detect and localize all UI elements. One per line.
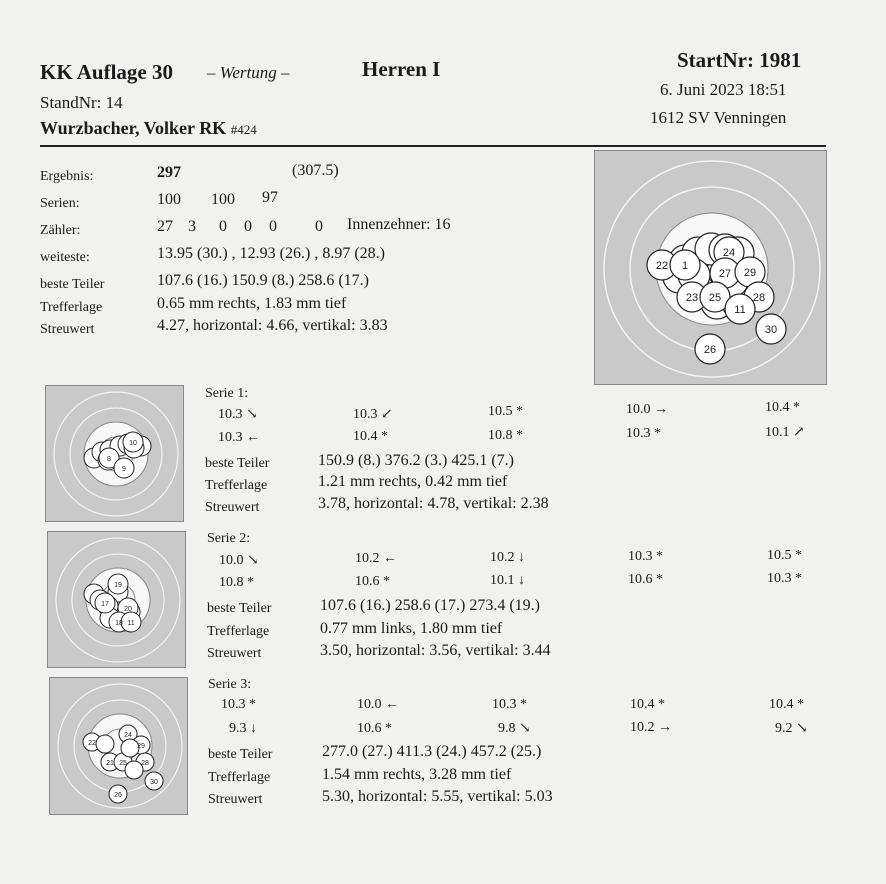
shot-label: 28 [752,292,766,304]
serie-2-shot: 10.1 ↓ [490,573,525,588]
start-number: StartNr: 1981 [677,48,802,72]
shot-label: 1 [681,260,689,272]
serie-1-target-graphic [46,386,183,521]
shot-label: 30 [150,779,158,786]
serie-3-trefferlage-label: Trefferlage [208,770,271,785]
serie-1-result: 100 [157,191,181,208]
shot-label: 21 [106,760,114,767]
serie-1-title: Serie 1: [205,386,249,401]
weiteste-value: 13.95 (30.) , 12.93 (26.) , 8.97 (28.) [157,245,385,262]
shot-label: 30 [764,324,778,336]
serie-1-shot: 10.3 ← [218,430,260,445]
stand-number: StandNr: 14 [40,93,123,112]
shot-label: 20 [124,606,132,613]
serie-3-target-graphic [50,678,187,814]
shot-label: 29 [137,743,145,750]
serie-1-target [45,385,184,522]
serie-2-beste-teiler: 107.6 (16.) 258.6 (17.) 273.4 (19.) [320,597,540,614]
wertung-label: – Wertung – [207,63,290,82]
serie-2-trefferlage: 0.77 mm links, 1.80 mm tief [320,620,503,637]
label-ergebnis: Ergebnis: [40,169,94,184]
serie-1-trefferlage-label: Trefferlage [205,478,268,493]
shot-label: 10 [129,440,137,447]
shot-label: 28 [141,760,149,767]
serie-3-shot: 10.4 * [630,697,665,712]
shot-label: 25 [119,760,127,767]
club-name: 1612 SV Venningen [650,108,787,127]
serie-3-shot: 10.4 * [769,697,804,712]
serie-1-streuwert-label: Streuwert [205,500,260,515]
serie-1-shot: 10.0 → [626,402,668,417]
serie-1-shot: 10.8 * [488,428,523,443]
serie-2-shot: 10.6 * [628,572,663,587]
serie-3-shot: 9.8 ↘ [498,721,531,736]
shot-label: 19 [114,582,122,589]
serie-1-shot: 10.1 ↗ [765,425,805,440]
shot-label: 11 [734,304,746,316]
serie-2-beste-teiler-label: beste Teiler [207,601,272,616]
serie-1-beste-teiler: 150.9 (8.) 376.2 (3.) 425.1 (7.) [318,452,514,469]
shot-label: 24 [124,732,132,739]
serie-1-shot: 10.3 ↘ [218,407,258,422]
serie-3-streuwert: 5.30, horizontal: 5.55, vertikal: 5.03 [322,788,553,805]
serie-1-beste-teiler-label: beste Teiler [205,456,270,471]
serie-1-shot: 10.3 ↙ [353,407,393,422]
label-streuwert: Streuwert [40,322,95,337]
serie-3-shot: 10.3 * [492,697,527,712]
zaehler-value: 27 [157,218,173,235]
class-name: Herren I [362,57,441,81]
main-target [594,150,827,385]
serie-2-shot: 10.5 * [767,548,802,563]
serie-2-trefferlage-label: Trefferlage [207,624,270,639]
serie-3-target [49,677,188,815]
serie-1-streuwert: 3.78, horizontal: 4.78, vertikal: 2.38 [318,495,549,512]
label-zaehler: Zähler: [40,223,81,238]
shot-label: 26 [114,792,122,799]
serie-2-shot: 10.2 ↓ [490,550,525,565]
serie-1-shot: 10.4 * [765,400,800,415]
serie-3-shot: 9.2 ↘ [775,721,808,736]
zaehler-value: 0 [315,218,323,235]
zaehler-value: 3 [188,218,196,235]
serie-1-shot: 10.4 * [353,429,388,444]
serie-3-streuwert-label: Streuwert [208,792,263,807]
serie-3-shot: 10.0 ← [357,697,399,712]
main-target-graphic [595,151,826,384]
innenzehner: Innenzehner: 16 [347,216,451,233]
shot-label: 11 [127,620,135,627]
shot-label: 22 [88,740,96,747]
label-trefferlage: Trefferlage [40,300,103,315]
serie-2-result: 100 [211,191,235,208]
serie-2-shot: 10.3 * [628,549,663,564]
label-weiteste: weiteste: [40,250,90,265]
ergebnis-value: 297 [157,164,181,181]
shot-label: 25 [708,292,722,304]
serie-2-shot: 10.3 * [767,571,802,586]
serie-2-shot: 10.0 ↘ [219,553,259,568]
zaehler-value: 0 [244,218,252,235]
serie-3-shot: 10.6 * [357,721,392,736]
shooter-id: #424 [230,122,257,137]
serie-3-result: 97 [262,189,278,206]
serie-3-shot: 10.2 → [630,720,672,735]
serie-3-beste-teiler-label: beste Teiler [208,747,273,762]
serie-2-shot: 10.2 ← [355,551,397,566]
serie-1-shot: 10.5 * [488,404,523,419]
beste-teiler-value: 107.6 (16.) 150.9 (8.) 258.6 (17.) [157,272,369,289]
serie-2-streuwert: 3.50, horizontal: 3.56, vertikal: 3.44 [320,642,551,659]
shot-label: 27 [718,268,732,280]
trefferlage-value: 0.65 mm rechts, 1.83 mm tief [157,295,347,312]
competition-title: KK Auflage 30 [40,60,174,84]
shot-label: 24 [722,247,736,259]
shot-label: 23 [685,292,699,304]
ergebnis-zehntel: (307.5) [292,162,339,179]
serie-2-title: Serie 2: [207,531,251,546]
shot-label: 26 [703,344,717,356]
serie-3-trefferlage: 1.54 mm rechts, 3.28 mm tief [322,766,512,783]
zaehler-value: 0 [269,218,277,235]
shot-label: 29 [743,267,757,279]
label-serien: Serien: [40,196,80,211]
serie-2-target-graphic [48,532,185,667]
shooter-name-text: Wurzbacher, Volker RK [40,118,227,138]
streuwert-value: 4.27, horizontal: 4.66, vertikal: 3.83 [157,317,388,334]
serie-1-shot: 10.3 * [626,426,661,441]
shot-label: 8 [107,456,111,463]
serie-2-streuwert-label: Streuwert [207,646,262,661]
serie-1-trefferlage: 1.21 mm rechts, 0.42 mm tief [318,473,508,490]
label-beste-teiler: beste Teiler [40,277,105,292]
shooter-name [40,118,257,139]
serie-2-shot: 10.8 * [219,575,254,590]
date-time: 6. Juni 2023 18:51 [660,80,787,99]
shot-label: 18 [115,620,123,627]
serie-3-shot: 10.3 * [221,697,256,712]
serie-3-shot: 9.3 ↓ [229,721,257,736]
shot-label: 22 [655,260,669,272]
shot-label: 17 [101,601,109,608]
serie-2-shot: 10.6 * [355,574,390,589]
zaehler-value: 0 [219,218,227,235]
serie-2-target [47,531,186,668]
header-divider [40,145,826,147]
shot-label: 9 [122,466,126,473]
serie-3-title: Serie 3: [208,677,252,692]
serie-3-beste-teiler: 277.0 (27.) 411.3 (24.) 457.2 (25.) [322,743,542,760]
